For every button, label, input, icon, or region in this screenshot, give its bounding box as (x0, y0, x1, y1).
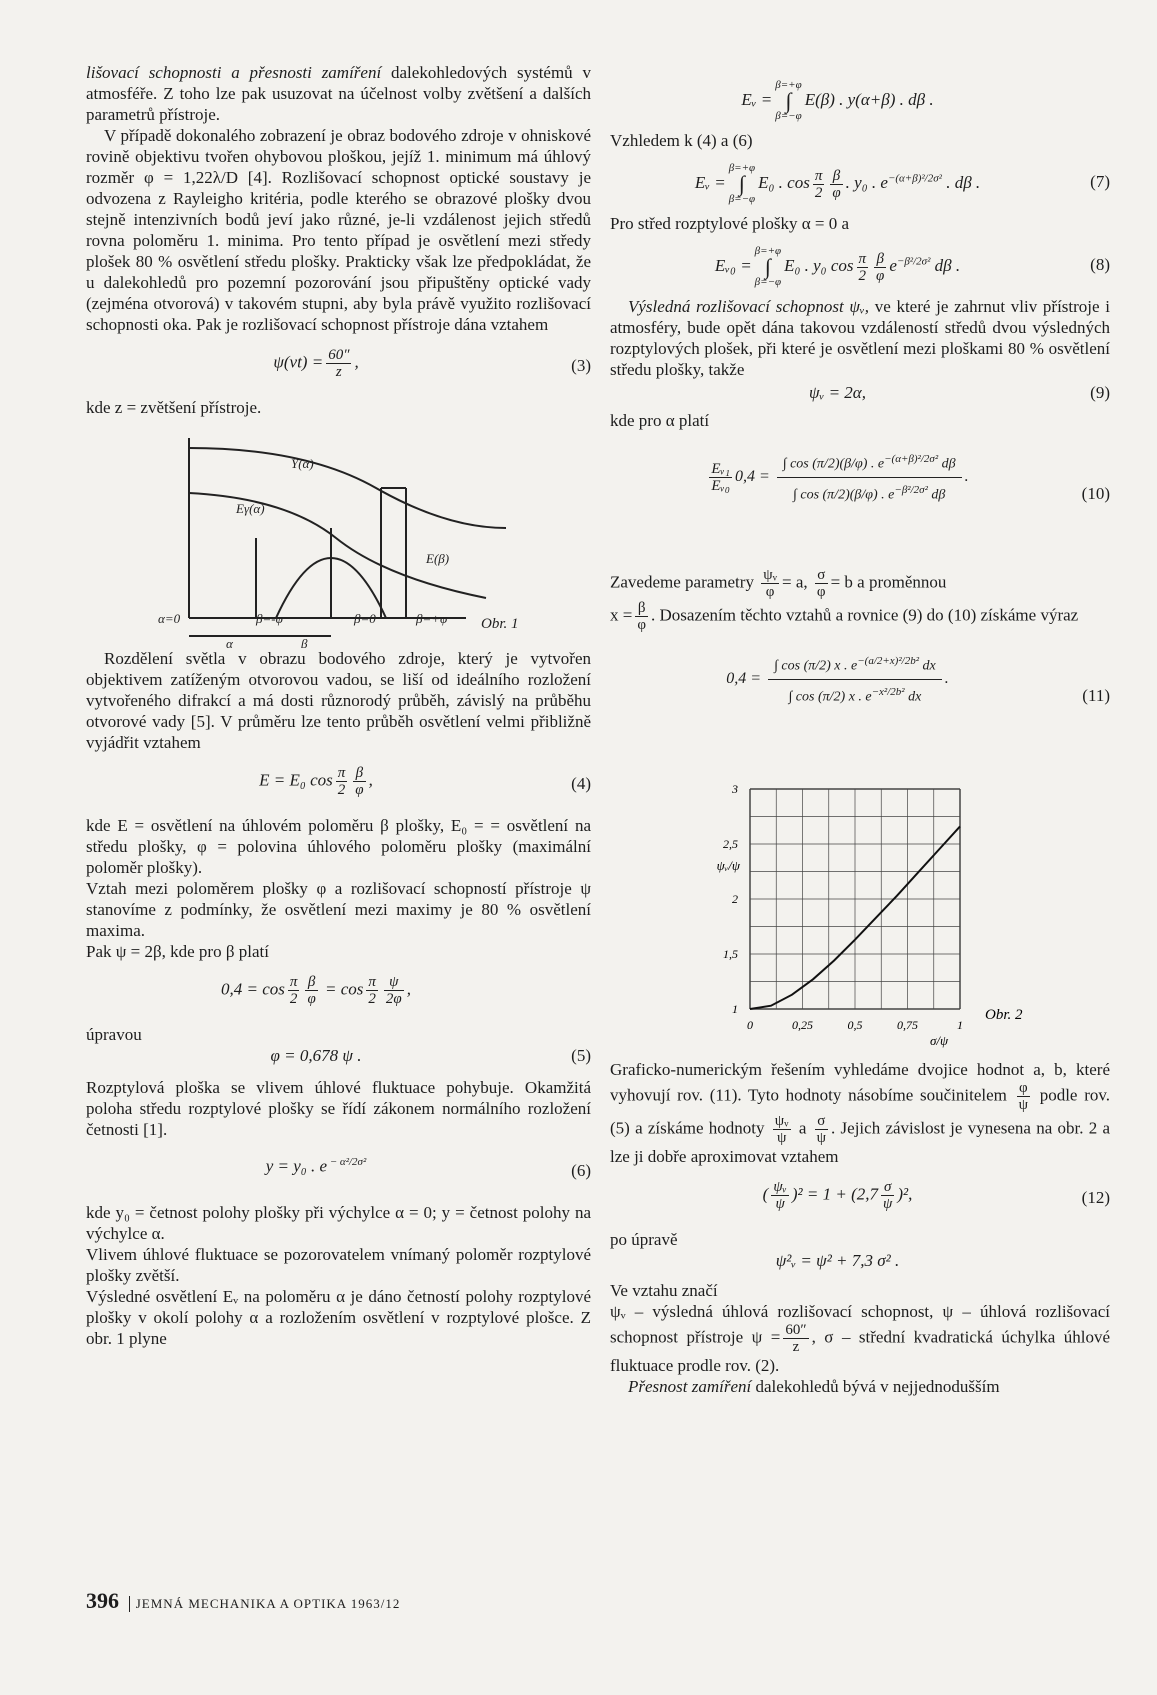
zavedeme: Zavedeme parametry $\frac{\text{ψᵥ}}{\varphi}$ = a, $\frac{\sigma}{\varphi}$ = b a proměnnou (610, 567, 947, 600)
xdef: x = $\frac{\beta}{\varphi}$ . Dosazením těchto vztahů a rovnice (9) do (10) získáme výraz (610, 600, 1079, 633)
equation-9: ψᵥ = 2α, (9) (809, 383, 1110, 402)
figure-2-chart (610, 769, 1110, 1059)
paragraph-1: lišovací schopnosti a přesnosti zamíření dalekohledových systémů v atmosféře. Z toho lze pak usuzovat na účelnost volby zvětšení a dalších parametrů přístroje. (86, 63, 591, 124)
x-axis-label: σ/ψ (929, 1033, 949, 1048)
page-footer (86, 1588, 400, 1614)
fig1-label-bp: β=+φ (416, 611, 448, 626)
paragraph-last: Přesnost zamíření dalekohledů bývá v nejjednodušším (628, 1377, 1000, 1396)
fig2-caption: Obr. 2 (985, 1007, 1023, 1023)
paragraph-3: Rozdělení světla v obrazu bodového zdroje, který je vytvořen objektivem zatíženým otvorovou vadou, se liší od ideálního rozložení vytvořeného difrakcí a má dosti různorodý průběh, závislý na průběhu otvorové vady [5]. V průměru lze tento průběh osvětlení velmi přibližně vyjádřit vztahem (86, 649, 591, 752)
po-uprave: po úpravě (610, 1230, 678, 1249)
equation-ev: Eᵥ =β=+φ ∫ β=−φE(β) . y(α+β) . dβ . (741, 79, 934, 122)
fig1-label-a0: α=0 (158, 611, 181, 626)
y-tick-label: 1,5 (723, 947, 738, 961)
paragraph-graf: Graficko-numerickým řešením vyhledáme dvojice hodnot a, b, které vyhovují rov. (11). Tyto hodnoty násobíme součinitelem $\frac{\varphi}{\psi}$ podle rov. (5) a získáme hodnoty $\frac{\text{ψᵥ}}{\psi}$ a $\frac{\sigma}{\psi}$ . Jejich závislost je vynesena na obr. 2 a lze ji dobře aproximovat vztahem (610, 1060, 1111, 1166)
fig1-label-eb: E(β) (426, 551, 450, 566)
y-tick-label: 2,5 (723, 837, 738, 851)
kde-z: kde z = zvětšení přístroje. (86, 398, 262, 417)
equation-10: $\frac{\text{Eᵥ₁}}{\text{Eᵥ₀}}$ 0,4 = $\frac{\int \cos (\pi/2)(\beta/\varphi) . e^{-(\alpha+\beta)^2/2\sigma^2} d\beta}{\int \cos (\pi/2)(\beta/\varphi) . e^{-\beta^2/2\sigma^2} d\beta}$ . (10) (610, 439, 1110, 559)
equation-6: y = y₀ . e $^{- \alpha^2/2\sigma^2}$ (6) (265, 1156, 591, 1180)
upravou: úpravou (86, 1025, 142, 1044)
equation-4: E = E₀ cos $\frac{\pi}{2}$ $\frac{\beta}{\varphi}$ , (4) (259, 765, 591, 798)
fig1-label-ev: Eγ(α) (236, 501, 265, 516)
journal-name: JEMNÁ MECHANIKA A OPTIKA 1963/12 (135, 1596, 401, 1611)
equation-12b: ψ²ᵥ = ψ² + 7,3 σ² . (775, 1251, 900, 1270)
figure-2 (610, 769, 1110, 1059)
paragraph-8: kde y₀ = četnost polohy plošky při výchylce α = 0; y = četnost polohy na výchylce α. (86, 1203, 591, 1243)
y-tick-label: 1 (732, 1002, 738, 1016)
page-number: 396 (86, 1588, 119, 1613)
x-tick-label: 1 (957, 1018, 963, 1032)
fig1-label-alpha: α (226, 636, 233, 648)
equation-12: ( $\frac{\text{ψᵥ}}{\psi}$ )² = 1 + (2,7 $\frac{\sigma}{\psi}$ )², (12) (762, 1179, 1110, 1212)
paragraph-10: Výsledné osvětlení Eᵥ na poloměru α je dáno četností polohy rozptylové plošky v okolí polohy α a rozložením osvětlení v rozptylové plošce. Z obr. 1 plyne (86, 1287, 591, 1348)
fig1-label-b0: β=0 (354, 611, 376, 626)
pro-stred: Pro střed rozptylové plošky α = 0 a (610, 214, 849, 233)
y-axis-label: ψᵥ/ψ (716, 858, 740, 873)
paragraph-vysledna: Výsledná rozlišovací schopnost ψᵥ, ve které je zahrnut vliv přístroje i atmosféry, bude opět dána takovou vzdáleností středů dvou výsledných rozptylových plošek, při které je osvětlení mezi ploškami 80 % osvětlení středu plošky, takže (610, 297, 1111, 379)
x-tick-label: 0,75 (897, 1018, 918, 1032)
vzhledem: Vzhledem k (4) a (6) (610, 131, 753, 150)
fig1-label-y: Y(α) (291, 456, 314, 471)
right-column (610, 76, 1110, 1397)
y-tick-label: 2 (732, 892, 738, 906)
paragraph-7: Rozptylová ploška se vlivem úhlové fluktuace pohybuje. Okamžitá poloha středu rozptylové plošky se řídí zákonem normálního rozložení četnosti [1]. (86, 1078, 591, 1139)
x-tick-label: 0,25 (792, 1018, 813, 1032)
equation-8: Eᵥ₀ =β=+φ ∫ β=−φE₀ . y₀ cos $\frac{\pi}{2}$ $\frac{\beta}{\varphi}$ $e^{-\beta^2/2\sigma^2}$ dβ . (8) (714, 245, 1110, 288)
left-column (86, 62, 591, 1349)
paragraph-4: kde E = osvětlení na úhlovém poloměru β plošky, E₀ = = osvětlení na středu plošky, φ = polovina úhlového poloměru plošky (maximální poloměr plošky). (86, 816, 591, 877)
kde-alfa: kde pro α platí (610, 411, 710, 430)
paragraph-5: Vztah mezi poloměrem plošky φ a rozlišovací schopností přístroje ψ stanovíme z podmínky, že osvětlení mezi maximy je 80 % osvětlení maxima. (86, 879, 591, 940)
paragraph-6: Pak ψ = 2β, kde pro β platí (86, 942, 269, 961)
equation-11: 0,4 = $\frac{\int \cos (\pi/2) x . e^{-(a/2+x)^2/2b^2} dx}{\int \cos (\pi/2) x . e^{-x^2/2b^2} dx}$ . (11) (610, 641, 1110, 761)
y-tick-label: 3 (732, 782, 738, 796)
paragraph-9: Vlivem úhlové fluktuace se pozorovatelem vnímaný poloměr rozptylové plošky zvětší. (86, 1245, 591, 1285)
figure-1 (86, 418, 591, 648)
equation-04: 0,4 = cos $\frac{\pi}{2}$ $\frac{\beta}{\varphi}$ = cos $\frac{\pi}{2}$ $\frac{\psi}{2\varphi}$ , (221, 974, 411, 1007)
x-tick-label: 0 (747, 1018, 753, 1032)
znaci: ψᵥ – výsledná úhlová rozlišovací schopnost, ψ – úhlová rozlišovací schopnost přístroje ψ = $\frac{60''}{z}$ , σ – střední kvadratická úchylka úhlové fluktuace prodle rov. (2). (610, 1302, 1110, 1375)
fig1-caption: Obr. 1 (481, 616, 519, 632)
fig1-label-beta: β (301, 636, 308, 648)
fig1-label-bm: β=-φ (256, 611, 283, 626)
paragraph-2: V případě dokonalého zobrazení je obraz bodového zdroje v ohniskové rovině objektivu tvořen ohybovou ploškou, jejíž 1. minimum má úhlový rozměr φ = 1,22λ/D [4]. Rozlišovací schopnost optické soustavy je odvozena z Rayleigho kritéria, podle kterého se obrazové plošky dvou stejně intenzivních bodů jeví jako různé, je-li vzdálenost jejich středů rovna poloměru 1. minima. Pro tento případ je osvětlení mezi středy plošek 80 % osvětlení středu plošky. Prakticky však lze předpokládat, že u dalekohledů pro pozemní pozorování jsou připuštěny optické vady (zejména otvorová) v takovém stupni, aby byla právě využito rozlišovací schopnosti oka. Pak je rozlišovací schopnost přístroje dána vztahem (86, 126, 591, 334)
equation-5: φ = 0,678 ψ . (5) (270, 1046, 591, 1065)
equation-7: Eᵥ =β=+φ ∫ β=−φE₀ . cos $\frac{\pi}{2}$ $\frac{\beta}{\varphi}$ . y₀ . $e^{-(\alpha+\beta)^2/2\sigma^2}$ . dβ . (7) (694, 162, 1110, 205)
figure-1-drawing (86, 418, 591, 648)
ve-vztahu: Ve vztahu značí (610, 1281, 718, 1300)
x-tick-label: 0,5 (847, 1018, 863, 1032)
equation-3: ψ(vt) = $\frac{60''}{z}$ , (3) (273, 347, 591, 380)
